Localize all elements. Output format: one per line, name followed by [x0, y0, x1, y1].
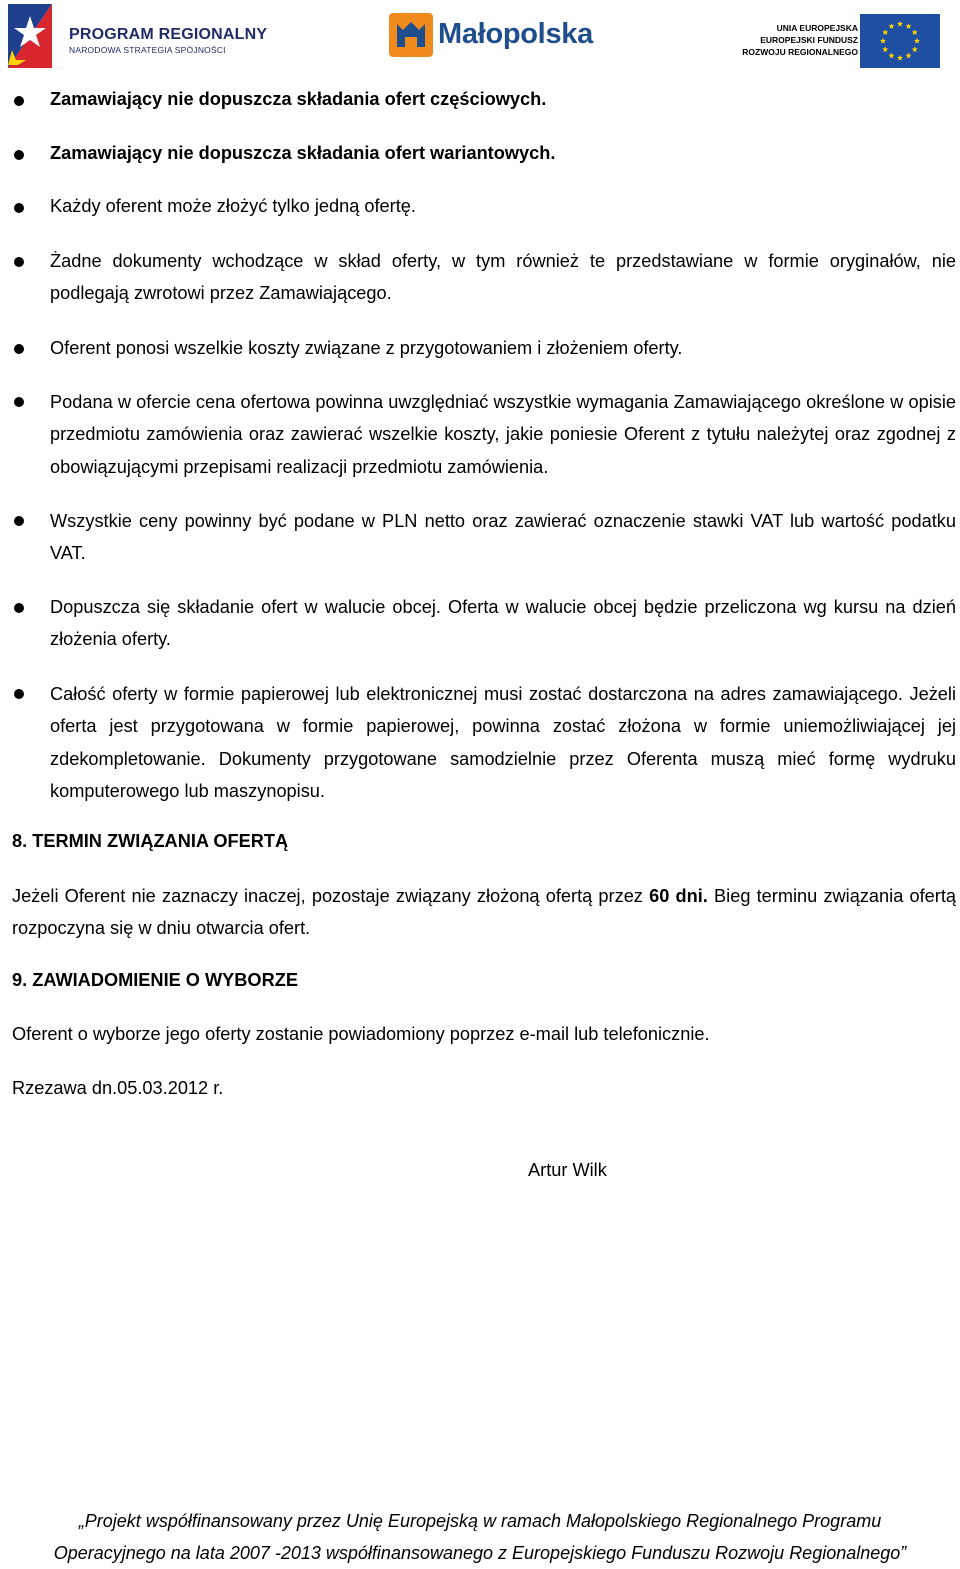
- section-9-heading: 9. ZAWIADOMIENIE O WYBORZE: [12, 970, 298, 990]
- signature-name: Artur Wilk: [528, 1160, 607, 1180]
- bullet-dot: [14, 603, 24, 613]
- bullet-dot: [14, 203, 24, 213]
- bullet-item-costs: Oferent ponosi wszelkie koszty związane z przygotowaniem i złożeniem oferty.: [50, 338, 683, 358]
- malopolska-logo-text: Małopolska: [438, 18, 593, 50]
- bullet-dot: [14, 516, 24, 526]
- bullet-dot: [14, 150, 24, 160]
- star-flag-icon: [6, 2, 62, 68]
- footer-line2: Operacyjnego na lata 2007 -2013 współfinansowanego z Europejskiego Funduszu Rozwoju Regionalnego”: [53, 1543, 907, 1563]
- program-regionalny-logo: [6, 2, 276, 70]
- eu-logo-line2: EUROPEJSKI FUNDUSZ: [760, 35, 858, 45]
- place-and-date: Rzezawa dn.05.03.2012 r.: [12, 1078, 224, 1098]
- bullet-item-no-partial-offers: Zamawiający nie dopuszcza składania ofert częściowych.: [50, 89, 547, 109]
- bullet-dot: [14, 344, 24, 354]
- bullet-item-one-offer: Każdy oferent może złożyć tylko jedną ofertę.: [50, 196, 416, 216]
- section-8-paragraph: [12, 880, 956, 945]
- section-8-text-before: Jeżeli Oferent nie zaznaczy inaczej, pozostaje związany złożoną ofertą przez: [12, 886, 650, 906]
- bullet-dot: [14, 257, 24, 267]
- bullet-item-no-document-return: Żadne dokumenty wchodzące w skład oferty, w tym również te przedstawiane w formie oryginałów, nie podlegają zwrotowi przez Zamawiającego.: [50, 251, 956, 304]
- bullet-item-pln-prices: Wszystkie ceny powinny być podane w PLN netto oraz zawierać oznaczenie stawki VAT lub wartość podatku VAT.: [50, 511, 956, 564]
- malopolska-emblem-icon: [388, 12, 434, 58]
- section-9-paragraph: Oferent o wyborze jego oferty zostanie powiadomiony poprzez e-mail lub telefonicznie.: [12, 1024, 710, 1044]
- bullet-item-foreign-currency: Dopuszcza się składanie ofert w walucie obcej. Oferta w walucie obcej będzie przeliczona wg kursu na dzień złożenia oferty.: [50, 597, 956, 650]
- document-header: [0, 0, 960, 72]
- eu-flag-icon: [860, 14, 940, 68]
- section-8-text-after: Bieg terminu związania ofertą rozpoczyna się w dniu otwarcia ofert.: [12, 886, 957, 939]
- document-footer: [0, 1505, 960, 1569]
- section-8-days: 60 dni.: [649, 886, 708, 906]
- eu-logo-text: [742, 22, 858, 58]
- bullet-item-price: Podana w ofercie cena ofertowa powinna uwzględniać wszystkie wymagania Zamawiającego określone w opisie przedmiotu zamówienia oraz zawierać wszelkie koszty, jakie poniesie Oferent z tytułu należytej oraz zgodnej z obowiązującymi przepisami realizacji przedmiotu zamówienia.: [50, 392, 956, 477]
- program-logo-line2: NARODOWA STRATEGIA SPÓJNOŚCI: [69, 45, 226, 55]
- eu-logo: [736, 12, 946, 70]
- footer-line1: „Projekt współfinansowany przez Unię Europejską w ramach Małopolskiego Regionalnego Programu: [78, 1511, 882, 1531]
- bullet-dot: [14, 397, 24, 407]
- bullet-item-no-variant-offers: Zamawiający nie dopuszcza składania ofert wariantowych.: [50, 143, 556, 163]
- bullet-dot: [14, 689, 24, 699]
- eu-logo-line1: UNIA EUROPEJSKA: [776, 23, 858, 33]
- malopolska-logo: [388, 12, 618, 60]
- bullet-item-delivery: Całość oferty w formie papierowej lub elektronicznej musi zostać dostarczona na adres zamawiającego. Jeżeli oferta jest przygotowana w formie papierowej, powinna zostać złożona w formie uniemożliwiającej jej zdekompletowanie. Dokumenty przygotowane samodzielnie przez Oferenta muszą mieć formę wydruku komputerowego lub maszynopisu.: [50, 684, 956, 801]
- section-8-heading: 8. TERMIN ZWIĄZANIA OFERTĄ: [12, 831, 289, 851]
- eu-logo-line3: ROZWOJU REGIONALNEGO: [742, 47, 858, 57]
- bullet-dot: [14, 96, 24, 106]
- program-logo-line1: PROGRAM REGIONALNY: [69, 26, 268, 43]
